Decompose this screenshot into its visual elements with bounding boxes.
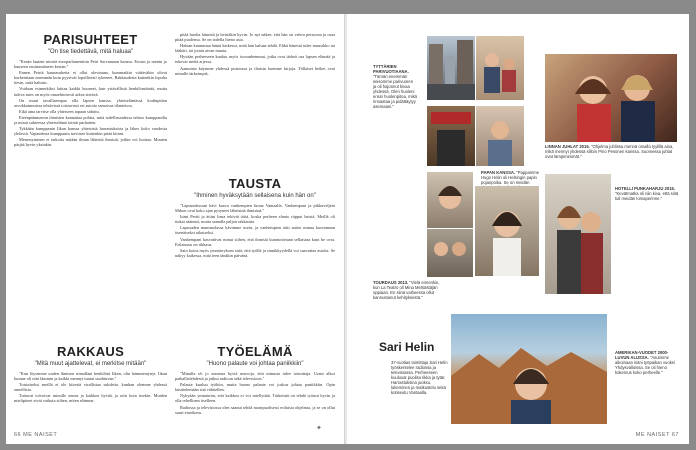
gala-illustration [545, 54, 677, 142]
caption-text: "Asuimme aikoinaan isäni työpaikan vuoksi Yhdysvalloissa. Se oli hieno kokemus koko perheelle." [615, 355, 675, 375]
paragraph: Radiossa ja televisiossa olen saanut tehdä monipuolisesti erilaisia ohjelmia, ja se on ollut suuri etuoikeus. [175, 404, 335, 415]
paragraph: pitää huolta hänestä ja heistäkin hyvin. Jo nyt näkee, että hän on vahva persoona ja osaa pitää puolensa. Se on todella hieno asia. [175, 32, 335, 43]
section-heading-parisuhteet: PARISUHTEET [43, 32, 138, 47]
left-column-lower [14, 344, 167, 404]
paragraph: Aamuisin käymme yhdessä puistossa ja iltaisin luemme kirjoja. Tällaiset hetket ovat minulle tärkeimpiä. [175, 65, 335, 76]
caption-tyttarien [373, 64, 417, 109]
decorative-mark: ✦ [316, 424, 322, 432]
caption-text: "Kevätmatka oli niin kiva, että siitä tuli meidän lomaperinne." [615, 191, 679, 201]
caption-text: "Ohjelma juhlissa mennä omalla tyylillä aina, mikä mennyt yhdessä silloin Pino Pesonen kanssa. Suomessa juhlat ovat lämpimimmät." [545, 144, 674, 159]
caption-hotelli-punkaharju [615, 186, 679, 201]
section-heading-tausta: TAUSTA [228, 176, 282, 191]
caption-title: PAPAN KANSSA. [481, 170, 516, 175]
paragraph: Tuttavat toivoivat minulle onnea ja kaikkea hyvää, ja niin koin itsekin. Muiden mielipiteet eivät vaikuta siihen, miten elämme. [14, 393, 167, 404]
photo-tourdaus-3 [475, 186, 539, 276]
photo-tourdaus [427, 172, 473, 228]
paragraph: "Kun löysimme uuden ihmisen rinnallani henkilöni Iikan, olin hämmentynyt. Iikan luonne oli niin lämmin ja kaikki mennyt tuntui unohtuvan." [14, 371, 167, 382]
paragraph: Ennen Petriä kaunasuhetta ei ollut olevinaan, kummatkin viittäväkin olivat korkeintaan enemmän kuin pyysivät lopullisesti tykeneet. Rakkaudesta kuitenkin lopulta tiesin, mitä halusin. [14, 70, 167, 86]
photo-hotelli-punkaharju [545, 174, 611, 294]
paragraph: Haluan kannustaa häntä kaikessa, mitä hän haluaa tehdä. Ehkä hänestä tulee muusikko tai lääkäri, tai jotain aivan muuta. [175, 43, 335, 54]
photo-street [427, 36, 475, 100]
street-scene-illustration [427, 36, 475, 100]
section-subtitle-parisuhteet: "On tise tiedettävä, mitä haluaa" [47, 49, 134, 55]
photo-linnan-juhlat [545, 54, 677, 142]
paragraph: Menestyminen ei tarkoita mitään ilman läheisiä ihmisiä, joihin voi luottaa. Muuten pärjää hyvin yksinkin. [14, 137, 167, 148]
section-subtitle-tausta: "Ihminen hyväksytään sellaisena kuin hän on" [194, 193, 316, 199]
section-heading-tyoelama: TYÖELÄMÄ [217, 344, 293, 359]
section-body-parisuhteet [14, 59, 167, 148]
caption-title: LINNAN JUHLAT 2015. [545, 144, 590, 149]
caption-title: TYTTÄRIEN PARIVUOTIAANA. [373, 64, 409, 74]
right-page [347, 14, 689, 444]
paragraph: Tykkään kumppanin Iikan kanssa yhteisistä harrastuksista ja lähes koko vuodesta yhdessä. Vapaudesta kumppanin tarvitsee kuitenkin pitää kiinni. [14, 126, 167, 137]
section-body-tausta [175, 203, 335, 258]
page-folio-left: 66 ME NAISET [14, 432, 58, 438]
portrait-illustration [476, 106, 524, 166]
photo-family-outdoors [476, 36, 524, 100]
section-heading-rakkaus: RAKKAUS [56, 344, 125, 359]
caption-title: HOTELLI PUNKAHARJU 2015. [615, 186, 676, 191]
paragraph: Toistaiseksi meillä ei ole kiirettä virallistaa suhdetta, kunhan olemme yhdessä onnellisia. [14, 382, 167, 393]
right-column-tausta [175, 176, 335, 258]
paragraph: Sain kotoa myös ymmärryksen siitä, että työllä ja sinnikkyydellä voi saavuttaa asioita. Se näkyy kaikessa, mitä teen tänäkin päivänä. [175, 247, 335, 258]
page-folio-right: ME NAISET 67 [635, 432, 679, 438]
photo-papan-kanssa-2 [476, 106, 524, 166]
caption-text: "Tämän enemmän seisomme parivuoren ja oli hajonnut kivaa yhdessä. Olen huoleni ensin huolenpitoa, mikä rinnastaa ja pidättäytyy asemaani." [373, 74, 417, 109]
caption-text: "Vielä ennenkin, kun La Teatro oli Mina Metsästäjän oppiaan. En siinä vaiheessa ollut kannustanut kehityksestä." [373, 280, 440, 300]
paragraph: "Kesän lauteni nimitä europarlamenttiin Petri Sarvamaan kanssa. Erosin ja menin jo kuuseen ensimmäiseen kerran." [14, 59, 167, 70]
paragraph: Palaute kuuluu työhön, mutta huono palaute voi joskus johtaa paniikkiin. Opin käsittelemään sitä vähitellen. [175, 382, 335, 393]
caption-text: "Pappamme Hugo Helin oli Helsingin papin pojanpoika. Se on meidän [481, 170, 540, 185]
couple-illustration [545, 174, 611, 294]
caption-tourdaus [373, 280, 445, 300]
woman-portrait-illustration [475, 186, 539, 276]
paragraph: On muut tavallisempaa olla lapsen kanssa, yhteiselämässä kodinpidon arvokkaimmissa tehtävissä toistuvasti eri asioita samoissa tilanteissa. [14, 97, 167, 108]
paragraph: Vanhempani kasvattivat minut siihen, että ihmisiä kunnioitetaan sellaisina kuin he ovat. Erilaisuus on rikkaus. [175, 236, 335, 247]
section-body-rakkaus [14, 371, 167, 404]
caption-title: AMERIKAN-VUODET 2000-LUVUN ALUSSA. [615, 350, 669, 360]
paragraph: Hyvään perheeseen kuuluu myös isovanhemmat, jotka ovat tärkeä osa lapsen elämää ja tukevat meitä arjessa. [175, 54, 335, 65]
selfie-illustration [427, 172, 473, 228]
profile-text: 37-vuotias toimittaja Sari Helin työskentelee radiossa ja televisiossa. Perheeseen kuuluvat puoliso Iikka ja tytär. Harrastuksina juoksu, lukeminen ja matkustelu sekä kotiseutu Vantaalla. [391, 360, 448, 395]
paragraph: Eikä aina tarvitse olla yhteiseen tapaan sidottu. [19, 108, 100, 114]
shop-sign-illustration [427, 106, 475, 166]
section-subtitle-rakkaus: "Mitä muut ajattelevat, ei merkitse mitään" [34, 361, 147, 367]
caption-title: TOURDAUS 2013. [373, 280, 409, 285]
photo-papan-kanssa [427, 106, 475, 166]
paragraph: Voidaan esimerkiksi laittaa kaikki huoneet, kun ystävällistä henkilömäärää, mutta tuleva mies on myös omaehtoisesti arkea sietävä. [14, 86, 167, 97]
paragraph: Nykyään ymmärrän, että kaikkea ei voi miellyttää. Tärkeintä on tehdä työnsä hyvin ja olla rehellinen itselleen. [175, 393, 335, 404]
caption-amerikan-vuodet [615, 350, 675, 375]
left-page [6, 14, 345, 444]
section-body-tyoelama [175, 371, 335, 415]
photo-tourdaus-2 [427, 229, 473, 277]
paragraph: "Lapsuudessani kävi kasvu vanhempien luona Vantaalla. Vanhempani ja pikkuveljeni Mikon ovat koko ajan pysyneet läheisinä ihmisinä." [175, 203, 335, 214]
continued-text [175, 32, 335, 76]
paragraph: Isäni Pertti ja äitini Irma tekivät töitä, koska perheen elanto riippui heistä. Meillä oli tiukat säännöt, mutta samalla paljon rakkautta. [175, 214, 335, 225]
right-column-tyoelama [175, 344, 335, 415]
profile-name: Sari Helin [379, 340, 435, 354]
left-column [14, 32, 167, 148]
paragraph: "Minulla oli jo nuorena hyviä neuvoja, että minusta tulee toimittaja. Urani alkoi paikallislehdestä ja jatkui radioon sekä televisioon." [175, 371, 335, 382]
canyon-illustration [451, 314, 607, 424]
group-illustration [427, 229, 473, 277]
people-illustration [476, 36, 524, 100]
right-column [175, 32, 335, 76]
photo-amerikan-vuodet [451, 314, 607, 424]
paragraph: Eteenpäinmenon ihmisten kannattaa pohtia, mitä todellisuudessa tahtoo kumppanilta ja missä suhteessa yhteiselämä toimii parhaiten. [14, 114, 167, 126]
section-subtitle-tyoelama: "Huono palaute voi johtaa paniikkiin" [206, 361, 304, 367]
caption-linnan-juhlat [545, 144, 677, 159]
paragraph: Lapsuuden mummolassa kävimme usein, ja vanhempien tuki auttoi minua kasvamaan itsenäiseksi aikuiseksi. [175, 225, 335, 236]
